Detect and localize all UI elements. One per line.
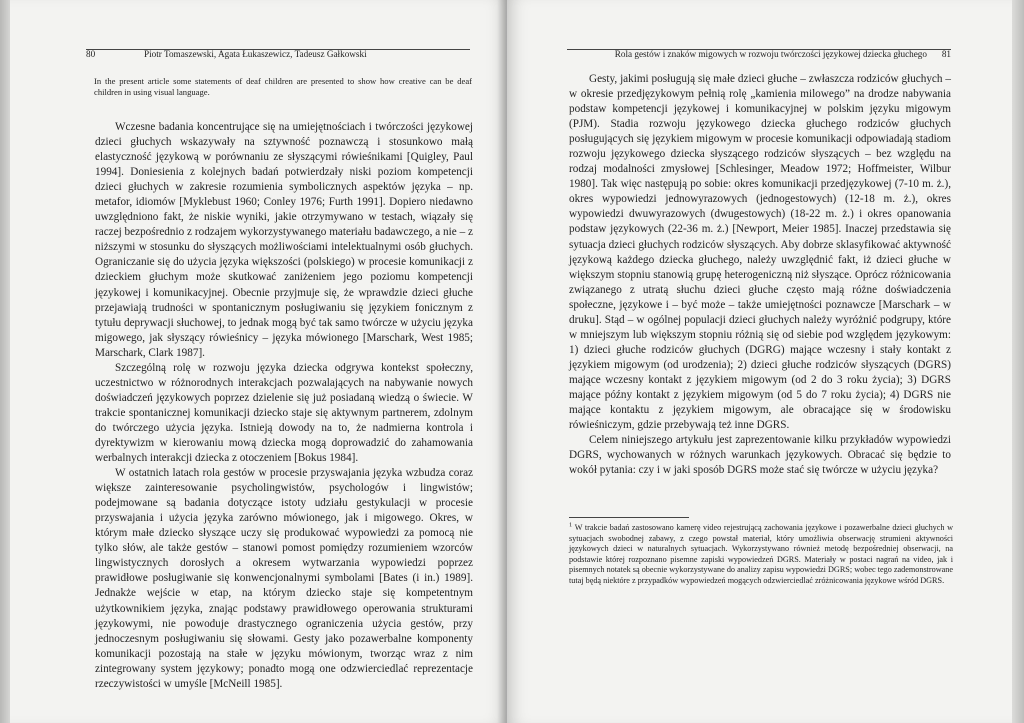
left-page-number: 80 [86, 49, 96, 59]
abstract: In the present article some statements of deaf children are presented to show how creative can be deaf children in using visual language. [94, 76, 472, 97]
right-page-edge [1012, 0, 1024, 723]
paragraph: W ostatnich latach rola gestów w procesie przyswajania języka wzbudza coraz większe zainteresowanie psycholingwistów, psychologów i lingwistów; podejmowane są badania dotyczące istoty udziału gestykulacji w procesie przyswajania i użycia języka zarówno mówionego, jak i migowego. Okres, w którym małe dziecko słyszące uczy się produkować wypowiedzi za pomocą nie tylko słów, ale także gestów – stanowi pomost pomiędzy rozumieniem wzorców lingwistycznych dorosłych a okresem wytwarzania wypowiedzi poprzez prawidłowe posługiwanie się konwencjonalnymi symbolami [Bates (i in.) 1989]. Jednakże wejście w etap, na którym dziecko staje się kompetentnym użytkownikiem języka, znając podstawy prawidłowego operowania strukturami językowymi, nie powoduje drastycznego ograniczenia użycia gestów, przy jednoczesnym posługiwaniu się słowami. Gesty jako pozawerbalne komponenty komunikacji pozostają na stałe w języku mówionym, tworząc wraz z nim zintegrowany system językowy; ponadto mogą one odzwierciedlać reprezentacje rzeczywistości w umyśle [McNeill 1985]. [95, 467, 473, 690]
right-page [507, 0, 1012, 723]
paragraph: Gesty, jakimi posługują się małe dzieci głuche – zwłaszcza rodziców głuchych – w okresie przedjęzykowym pełnią rolę „kamienia milowego” na drodze nabywania podstaw kompetencji językowej i komunikacyjnej w polskim języku migowym (PJM). Stadia rozwoju językowego dziecka głuchego rodziców głuchych posługujących się językiem migowym w procesie komunikacji odpowiadają stadiom rozwoju językowego dziecka słyszącego rodziców słyszących – bez względu na rodzaj modalności zmysłowej [Schlesinger, Meadow 1972; Hoffmeister, Wilbur 1980]. Tak więc następują po sobie: okres komunikacji przedjęzykowej (7-10 m. ż.), okres wypowiedzi jednowyrazowych (jednogestowych) (12-18 m. ż.), okres wypowiedzi dwuwyrazowych (dwugestowych) (18-22 m. ż.) i okres opanowania podstaw językowych (22-36 m. ż.) [Newport, Meier 1985]. Inaczej przedstawia się sytuacja dzieci głuchych rodziców słyszących. Aby dobrze sklasyfikować aktywność językową każdego dziecka głuchego, należy uwzględnić fakt, iż dzieci głuche w większym stopniu stanowią grupę heterogeniczną niż słyszące. Oprócz różnicowania związanego z utratą słuchu dzieci głuche często mają różne doświadczenia społeczne, językowe i – być może – także umiejętności poznawcze [Marschark – w druku]. Stąd – w ogólnej populacji dzieci głuchych należy wyróżnić podgrupy, które w mniejszym lub większym stopniu różnią się od siebie pod względem językowym: 1) dzieci głuche rodziców głuchych (DGRG) mające wczesny i stały kontakt z językiem migowym (od urodzenia); 2) dzieci głuche rodziców słyszących (DGRS) mające wczesny kontakt z językiem migowym (od 2 do 3 roku życia); 3) DGRS mające późny kontakt z językiem migowym (od 5 do 7 roku życia); 4) DGRS nie mające kontaktu z językiem migowym, ale obracające się w środowisku rówieśniczym, gdzie przebywają też inne DGRS. [569, 73, 951, 432]
right-running-head [567, 48, 951, 59]
left-page [10, 0, 507, 723]
left-page-edge [0, 0, 10, 723]
paragraph: Szczególną rolę w rozwoju języka dziecka odgrywa kontekst społeczny, uczestnictwo w różnorodnych interakcjach pozwalających na nabywanie nowych doświadczeń językowych poprzez dzielenie się już posiadaną wiedzą o świecie. W trakcie spontanicznej komunikacji dziecko staje się aktywnym partnerem, zdolnym do twórczego użycia języka. Istnieją dowody na to, że nadmierna kontrola i dyrektywizm w kierowaniu mową dziecka mogą doprowadzić do zahamowania werbalnych interakcji dziecka z otoczeniem [Bokus 1984]. [95, 361, 473, 465]
right-running-title: Rola gestów i znaków migowych w rozwoju twórczości językowej dziecka głuchego [614, 49, 927, 59]
left-body-text [95, 120, 473, 692]
left-running-head [86, 48, 470, 59]
footnote-marker: 1 [569, 521, 573, 529]
paragraph: Wczesne badania koncentrujące się na umiejętnościach i twórczości językowej dzieci głuchych wskazywały na sztywność poznawczą i stosunkowo małą elastyczność językową w porównaniu ze słyszącymi rówieśnikami [Quigley, Paul 1994]. Doniesienia z kolejnych badań potwierdzały niski poziom kompetencji dzieci głuchych w zakresie rozumienia symbolicznych aspektów języka – np. metafor, idiomów [Myklebust 1960; Conley 1976; Furth 1991]. Dopiero niedawno uwzględniono fakt, że niskie wyniki, jakie otrzymywano w testach, wiązały się raczej bezpośrednio z rodzajem wykorzystywanego materiału badawczego, a nie – z niższymi w stosunku do słyszących możliwościami intelektualnymi osób głuchych. Ograniczanie się do użycia języka większości (polskiego) w procesie komunikacji z dzieckiem głuchym może skutkować zaniżeniem jego poziomu kompetencji językowej i komunikacyjnej. Obecnie przyjmuje się, że wprawdzie dzieci głuche przejawiają trudności w spontanicznym posługiwaniu się językiem fonicznym z tytułu deprywacji słuchowej, to jednak mogą być tak samo twórcze w użyciu języka migowego, jak słyszący rówieśnicy – języka mówionego [Marschark, West 1985; Marschark, Clark 1987]. [95, 121, 473, 359]
footnote-rule [569, 517, 689, 518]
footnote-text: W trakcie badań zastosowano kamerę video rejestrującą zachowania językowe i pozawerbalne dzieci głuchych w sytuacjach swobodnej zabawy, z czego powstał materiał, który umożliwia obserwację strumieni aktywności językowych dzieci w naturalnych sytuacjach. Wykorzystywano również metodę bezpośredniej obserwacji, na podstawie której rozpoznano pisemne zapiski wypowiedzeń DGRS. Materiały w postaci nagrań na video, jak i pisemnych notatek są obecnie wykorzystywane do analizy zapisu wypowiedzi DGRS; wobec tego zademonstrowane tutaj będą niektóre z przypadków wypowiedzeń mogących odzwierciedlać zróżnicowania językowe wśród DGRS. [569, 523, 953, 585]
right-page-number: 81 [941, 49, 951, 59]
paragraph-text: Celem niniejszego artykułu jest zaprezentowanie kilku przykładów wypowiedzi DGRS, wychowanych w różnych warunkach językowych. Obracać się będzie to wokół pytania: czy i w jaki sposób DGRS może stać się twórcze w użyciu języka? [569, 434, 951, 477]
paragraph [569, 433, 951, 478]
footnote [569, 523, 953, 587]
right-body-text [569, 72, 951, 478]
left-running-title: Piotr Tomaszewski, Agata Łukaszewicz, Tadeusz Gałkowski [144, 49, 367, 59]
